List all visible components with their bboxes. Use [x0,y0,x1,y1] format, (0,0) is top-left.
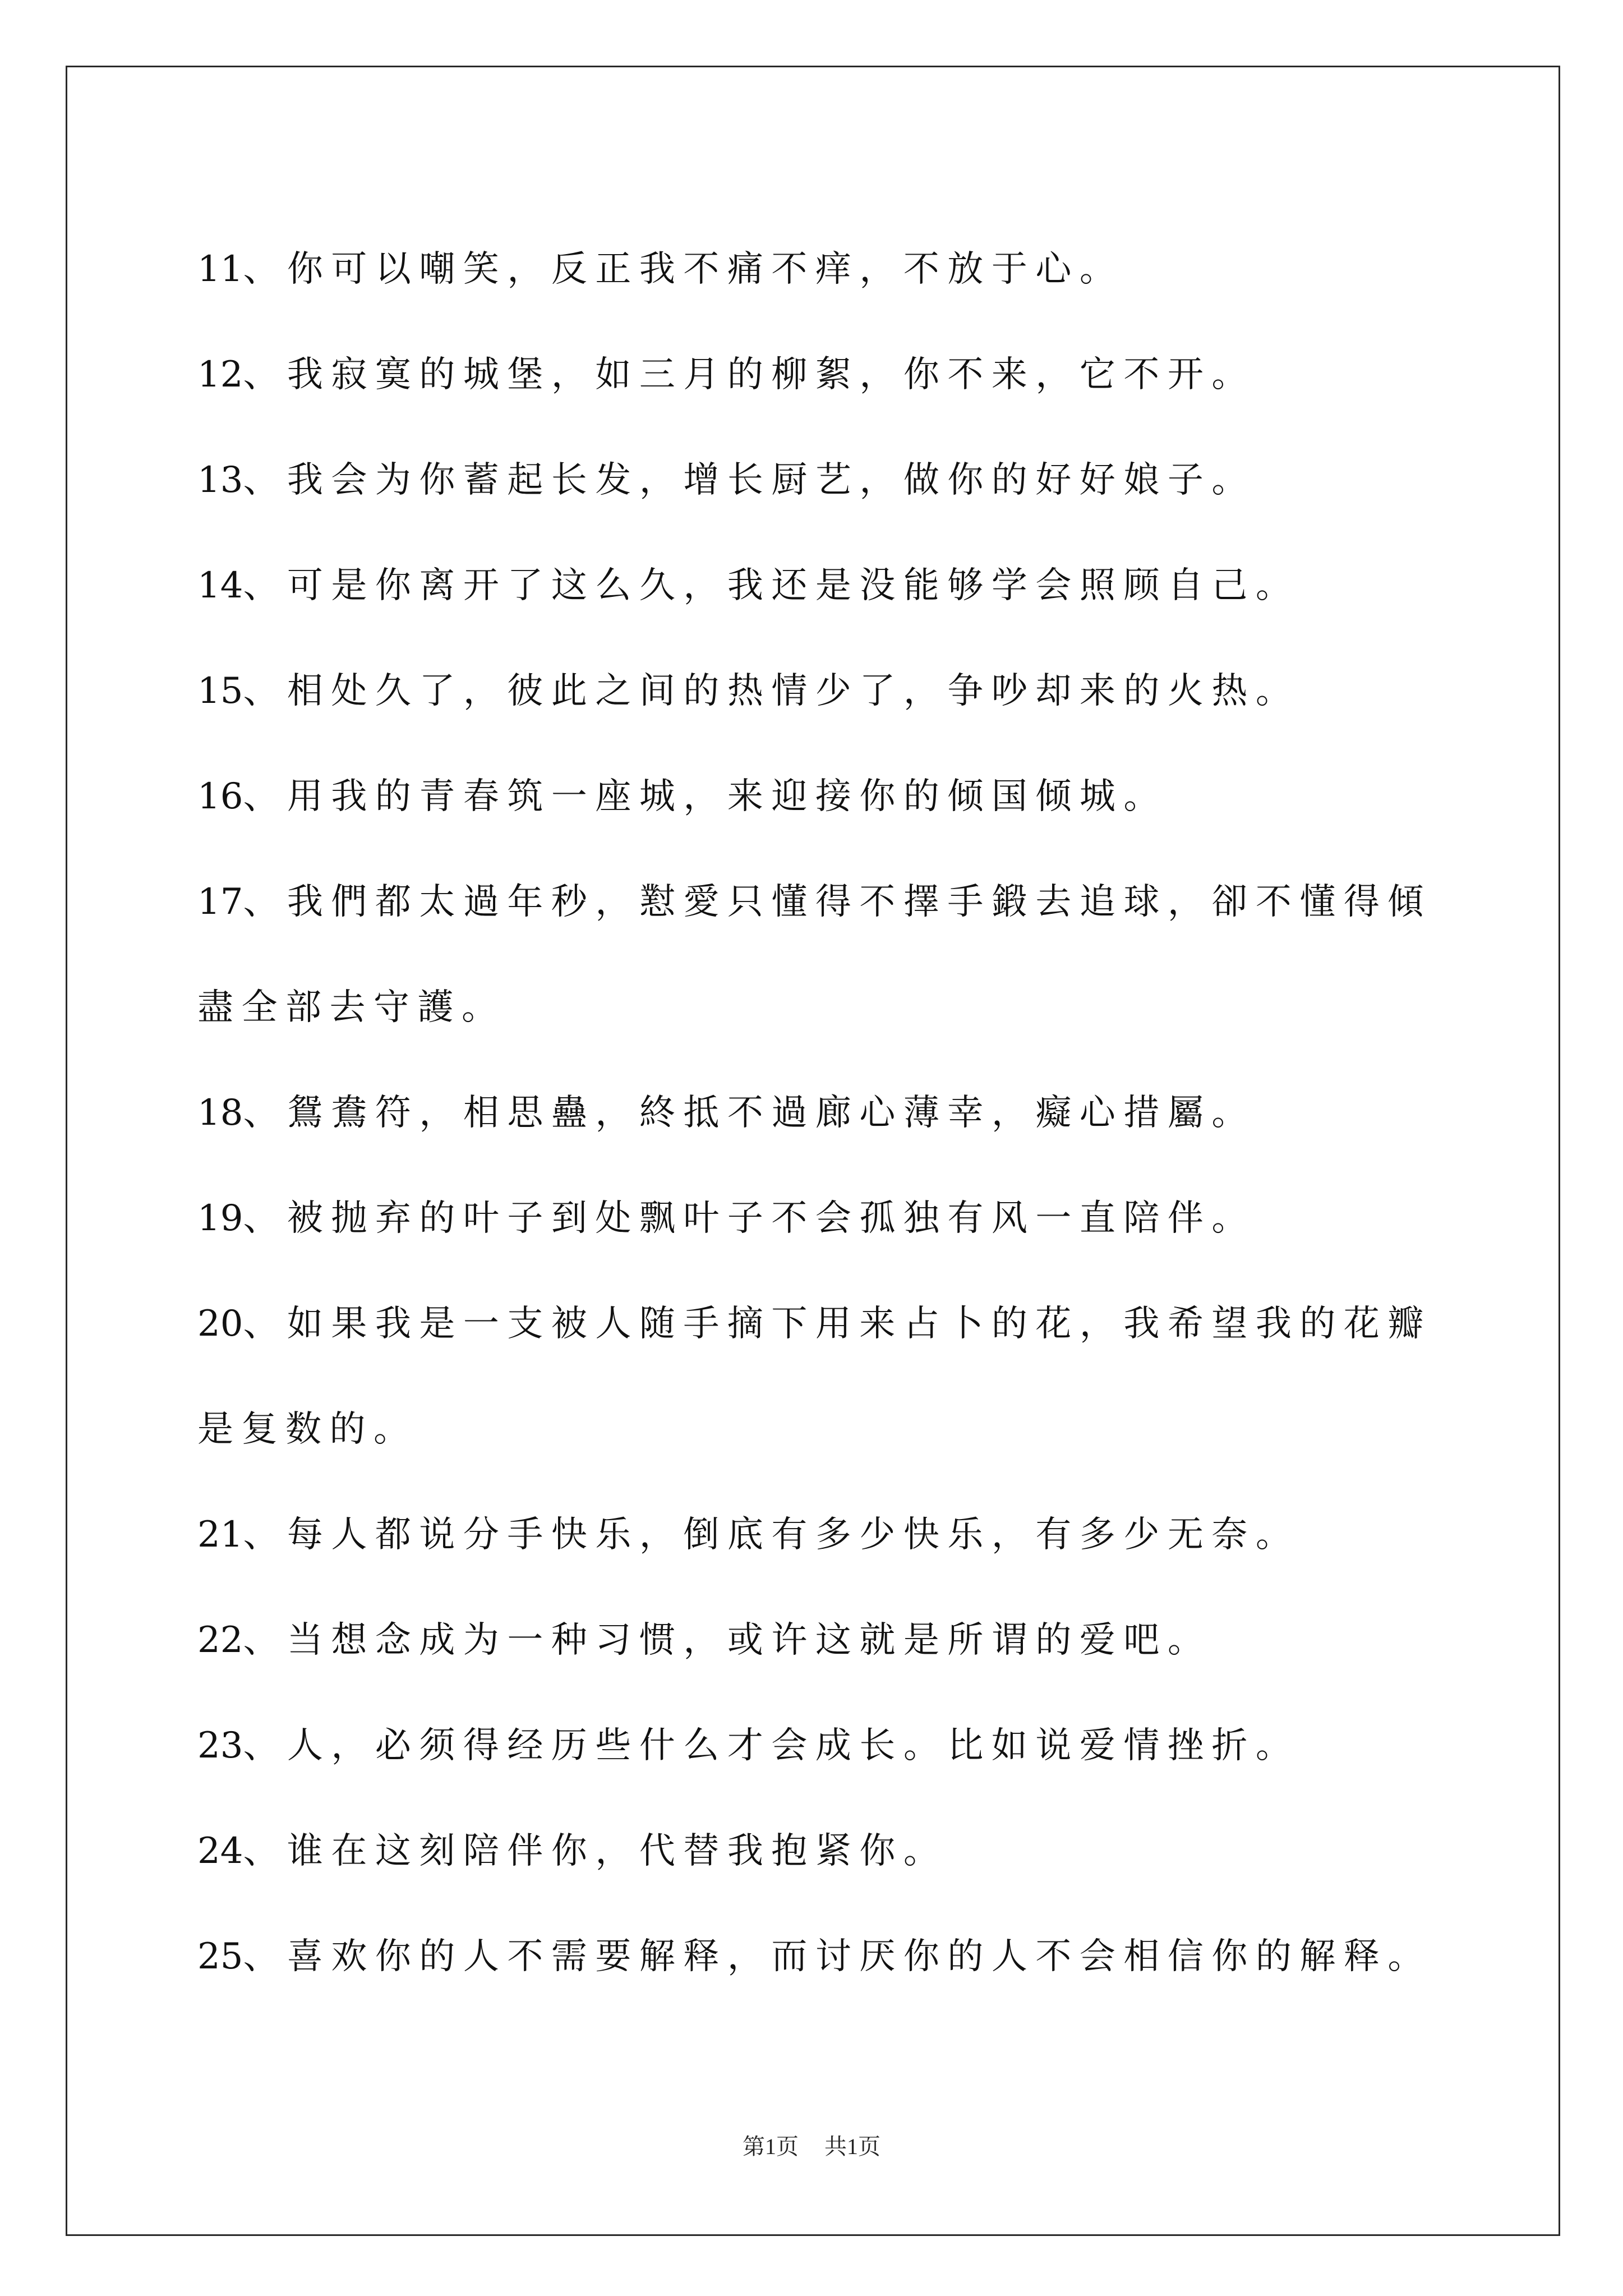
item-number: 24 [197,1830,243,1872]
page-number-total: 共1页 [824,2134,880,2159]
item-number: 21 [197,1514,243,1556]
list-item [197,638,1470,744]
list-item [197,849,1470,1060]
item-text: 、你可以嘲笑，反正我不痛不痒，不放于心。 [243,249,1124,290]
item-number: 14 [197,565,243,606]
list-item [197,533,1470,638]
list-item [197,1588,1470,1693]
item-number: 15 [197,670,243,712]
item-text: 、喜欢你的人不需要解释，而讨厌你的人不会相信你的解释。 [243,1936,1432,1977]
item-text: 、人，必须得经历些什么才会成长。比如说爱情挫折。 [243,1725,1300,1766]
item-text: 、我会为你蓄起长发，增长厨艺，做你的好好娘子。 [243,459,1256,501]
item-text: 、当想念成为一种习惯，或许这就是所谓的爱吧。 [243,1619,1212,1661]
item-number: 13 [197,459,243,501]
item-number: 11 [197,249,243,290]
item-number: 23 [197,1725,243,1766]
item-number: 25 [197,1936,243,1977]
item-number: 22 [197,1619,243,1661]
item-number: 18 [197,1092,243,1134]
item-number: 20 [197,1303,243,1345]
list-item [197,744,1470,849]
item-text: 、每人都说分手快乐，倒底有多少快乐，有多少无奈。 [243,1514,1300,1556]
item-number: 17 [197,881,243,923]
page-footer [0,2129,1623,2161]
item-text: 、鴛鴦符，相思蠱，終抵不過廊心薄幸，癡心措屬。 [243,1092,1256,1134]
list-item [197,427,1470,533]
item-text: 、我寂寞的城堡，如三月的柳絮，你不来，它不开。 [243,354,1256,395]
list-item [197,1060,1470,1166]
item-text: 、如果我是一支被人随手摘下用来占卜的花，我希望我的花瓣是复数的。 [197,1303,1432,1450]
page-number-current: 第1页 [743,2134,799,2159]
item-text: 、谁在这刻陪伴你，代替我抱紧你。 [243,1830,948,1872]
list-item [197,217,1470,322]
list-item [197,1482,1470,1588]
quote-list [197,217,1470,2009]
list-item [197,1798,1470,1904]
list-item [197,1693,1470,1798]
list-item [197,1904,1470,2009]
list-item [197,1166,1470,1271]
item-text: 、我們都太過年秒，懟愛只懂得不擇手鍛去追球，卻不懂得傾盡全部去守護。 [197,881,1432,1028]
item-text: 、可是你离开了这么久，我还是没能够学会照顾自己。 [243,565,1300,606]
item-number: 19 [197,1198,243,1239]
item-number: 16 [197,776,243,817]
item-number: 12 [197,354,243,395]
item-text: 、被抛弃的叶子到处飘叶子不会孤独有风一直陪伴。 [243,1198,1256,1239]
list-item [197,322,1470,427]
item-text: 、用我的青春筑一座城，来迎接你的倾国倾城。 [243,776,1168,817]
item-text: 、相处久了，彼此之间的热情少了，争吵却来的火热。 [243,670,1300,712]
list-item [197,1271,1470,1482]
